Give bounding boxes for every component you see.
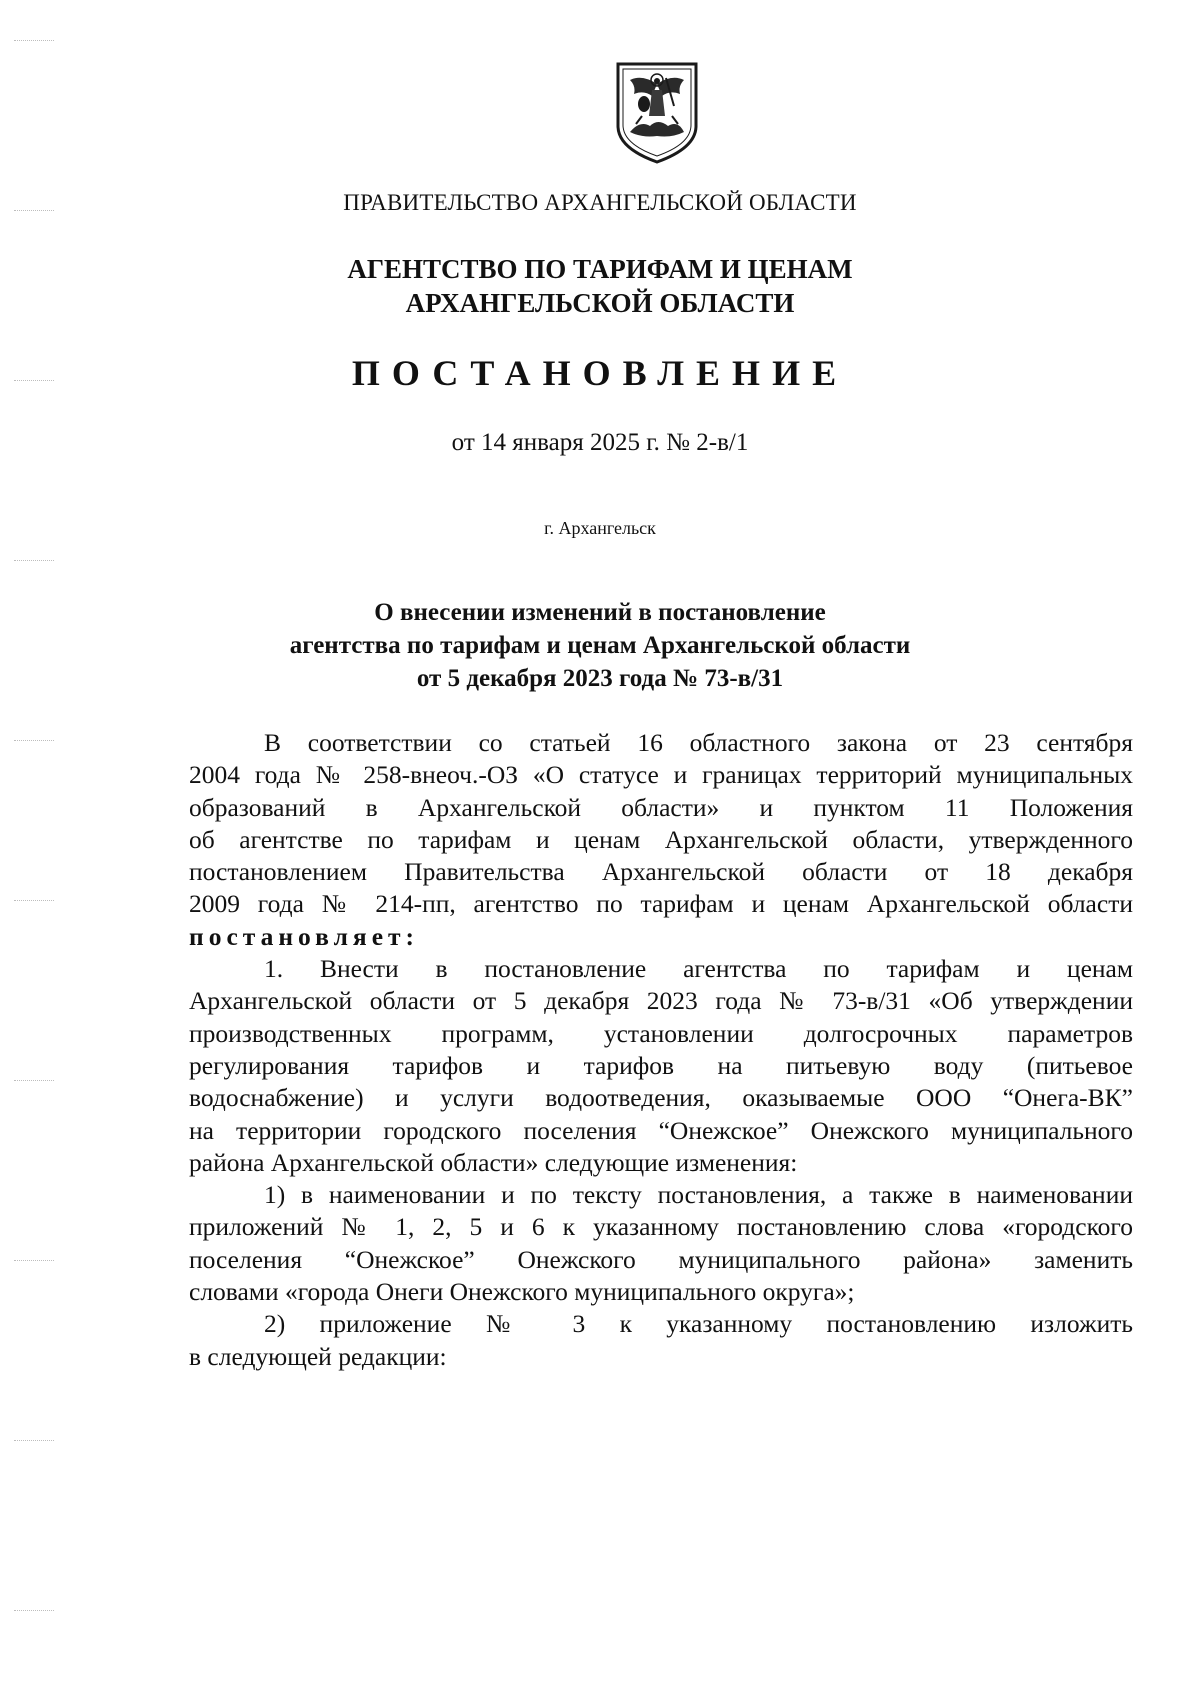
body-line: 1) в наименовании и по тексту постановления, а также в наименовании [264, 1180, 1133, 1210]
body-line: поселения “Онежское” Онежского муниципального района» заменить [189, 1244, 1133, 1274]
scan-artifact [14, 1610, 54, 1612]
body-line: словами «города Онеги Онежского муниципального округа»; [189, 1277, 855, 1307]
body-line: постановлением Правительства Архангельской области от 18 декабря [189, 857, 1133, 887]
body-line: 2004 года № 258-внеоч.-ОЗ «О статусе и границах территорий муниципальных [189, 760, 1133, 790]
body-line: Архангельской области от 5 декабря 2023 года № 73-в/31 «Об утверждении [189, 986, 1133, 1016]
document-place: г. Архангельск [544, 518, 656, 538]
scan-artifact [14, 1440, 54, 1442]
scan-artifact [14, 210, 54, 212]
subject-line-1: О внесении изменений в постановление [374, 599, 826, 626]
agency-name-line-2: АРХАНГЕЛЬСКОЙ ОБЛАСТИ [405, 288, 795, 318]
coat-of-arms-icon [614, 60, 700, 166]
body-line: 1. Внести в постановление агентства по тарифам и ценам [264, 954, 1133, 984]
scan-artifact [14, 560, 54, 562]
scan-artifact [14, 380, 54, 382]
agency-name-line-1: АГЕНТСТВО ПО ТАРИФАМ И ЦЕНАМ [347, 254, 853, 284]
body-line: 2) приложение № 3 к указанному постановлению изложить [264, 1309, 1133, 1339]
body-line: приложений № 1, 2, 5 и 6 к указанному постановлению слова «городского [189, 1212, 1133, 1242]
government-name: ПРАВИТЕЛЬСТВО АРХАНГЕЛЬСКОЙ ОБЛАСТИ [343, 190, 857, 215]
body-line: регулирования тарифов и тарифов на питьевую воду (питьевое [189, 1050, 1133, 1080]
body-line: производственных программ, установлении долгосрочных параметров [189, 1018, 1133, 1048]
body-line: 2009 года № 214-пп, агентство по тарифам и ценам Архангельской области [189, 889, 1133, 919]
body-line: района Архангельской области» следующие изменения: [189, 1147, 798, 1177]
document-subject [0, 596, 1200, 695]
scan-artifact [14, 900, 54, 902]
body-line: на территории городского поселения “Онежское” Онежского муниципального [189, 1115, 1133, 1145]
body-line: образований в Архангельской области» и пунктом 11 Положения [189, 792, 1133, 822]
body-line: в следующей редакции: [189, 1341, 447, 1371]
subject-line-3: от 5 декабря 2023 года № 73-в/31 [416, 665, 784, 692]
body-line: об агентстве по тарифам и ценам Архангельской области, утвержденного [189, 824, 1133, 854]
resolution-keyword: постановляет: [189, 921, 420, 951]
body-line: водоснабжение) и услуги водоотведения, оказываемые ООО “Онега-ВК” [189, 1083, 1133, 1113]
scan-artifact [14, 740, 54, 742]
scan-artifact [14, 1080, 54, 1082]
subject-line-2: агентства по тарифам и ценам Архангельской области [289, 632, 911, 659]
scan-artifact [14, 40, 54, 42]
document-body [189, 727, 1133, 1373]
document-date-number: от 14 января 2025 г. № 2-в/1 [451, 429, 749, 456]
body-line: В соответствии со статьей 16 областного закона от 23 сентября [264, 728, 1133, 757]
document-type-heading: ПОСТАНОВЛЕНИЕ [351, 353, 849, 393]
agency-name [0, 252, 1200, 320]
scan-artifact [14, 1260, 54, 1262]
